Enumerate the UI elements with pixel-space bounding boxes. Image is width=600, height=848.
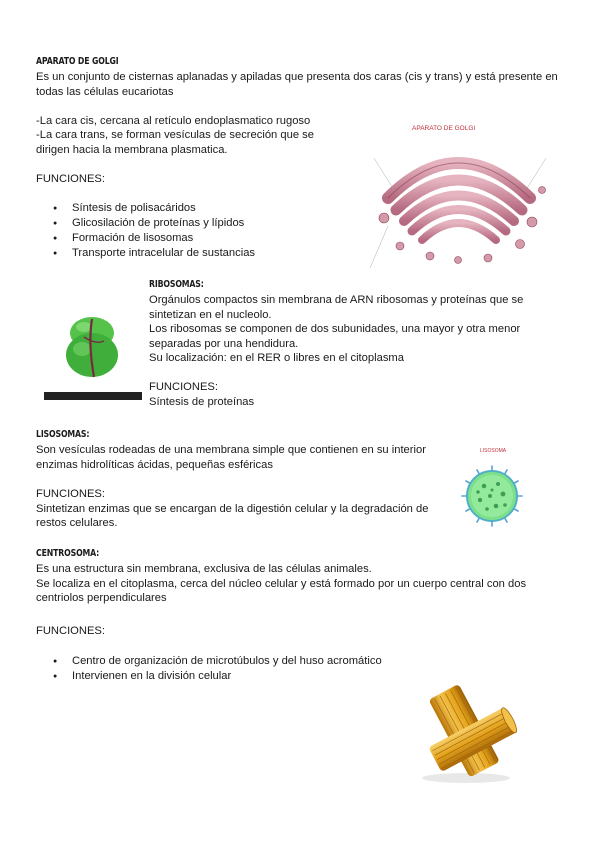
golgi-face-trans-cont: dirigen hacia la membrana plasmatica. — [36, 144, 228, 156]
golgi-intro-line-2: todas las células eucariotas — [36, 86, 174, 98]
centrosoma-line-2: Se localiza en el citoplasma, cerca del núcleo celular y está formado por un cuerpo central con dos — [36, 578, 527, 590]
lisosomas-functions-line-1: Sintetizan enzimas que se encargan de la digestión celular y la degradación de — [36, 503, 429, 515]
ribosomas-functions-label: FUNCIONES: — [149, 381, 218, 393]
centrosoma-functions-label: FUNCIONES: — [36, 625, 105, 637]
ribosomas-functions-text: Síntesis de proteínas — [149, 396, 255, 408]
centrosoma-line-3: centriolos perpendiculares — [36, 592, 167, 604]
list-item: ● Síntesis de polisacáridos — [36, 201, 255, 216]
golgi-figure-label: APARATO DE GOLGI — [412, 125, 476, 132]
ribosomas-line-5: Su localización: en el RER o libres en el citoplasma — [149, 352, 404, 364]
ribosomas-line-1: Orgánulos compactos sin membrana de ARN ribosomas y proteínas que se — [149, 294, 524, 306]
lysosome-figure-label: LISOSOMA — [480, 448, 507, 454]
centrosoma-functions-list — [36, 654, 382, 684]
ribosomas-line-2: sintetizan en el nucleolo. — [149, 309, 272, 321]
golgi-functions-label: FUNCIONES: — [36, 173, 105, 185]
lisosomas-line-2: enzimas hidrolíticas ácidas, pequeñas esféricas — [36, 459, 273, 471]
list-item: ● Glicosilación de proteínas y lípidos — [36, 216, 255, 231]
golgi-title: APARATO DE GOLGI — [36, 56, 119, 67]
centrosoma-title: CENTROSOMA: — [36, 548, 100, 559]
golgi-illustration — [360, 118, 556, 272]
list-item: ● Intervienen en la división celular — [36, 669, 382, 684]
list-item: ● Centro de organización de microtúbulos y del huso acromático — [36, 654, 382, 669]
lisosomas-line-1: Son vesículas rodeadas de una membrana simple que contienen en su interior — [36, 444, 426, 456]
golgi-face-cis: -La cara cis, cercana al retículo endoplasmatico rugoso — [36, 115, 311, 127]
ribosome-illustration — [44, 297, 142, 400]
centrosoma-line-1: Es una estructura sin membrana, exclusiva de las células animales. — [36, 563, 372, 575]
centriole-illustration — [408, 680, 526, 784]
golgi-functions-list — [36, 201, 255, 261]
lysosome-illustration — [456, 444, 528, 536]
golgi-intro-line-1: Es un conjunto de cisternas aplanadas y apiladas que presenta dos caras (cis y trans) y está presente en — [36, 71, 558, 83]
lisosomas-functions-label: FUNCIONES: — [36, 488, 105, 500]
lisosomas-functions-line-2: restos celulares. — [36, 517, 118, 529]
list-item: ● Transporte intracelular de sustancias — [36, 246, 255, 261]
ribosomas-title: RIBOSOMAS: — [149, 279, 204, 290]
ribosomas-line-3: Los ribosomas se componen de dos subunidades, una mayor y otra menor — [149, 323, 521, 335]
list-item: ● Formación de lisosomas — [36, 231, 255, 246]
lisosomas-title: LISOSOMAS: — [36, 429, 90, 440]
ribosomas-line-4: separadas por una hendidura. — [149, 338, 299, 350]
golgi-face-trans: -La cara trans, se forman vesículas de secreción que se — [36, 129, 314, 141]
